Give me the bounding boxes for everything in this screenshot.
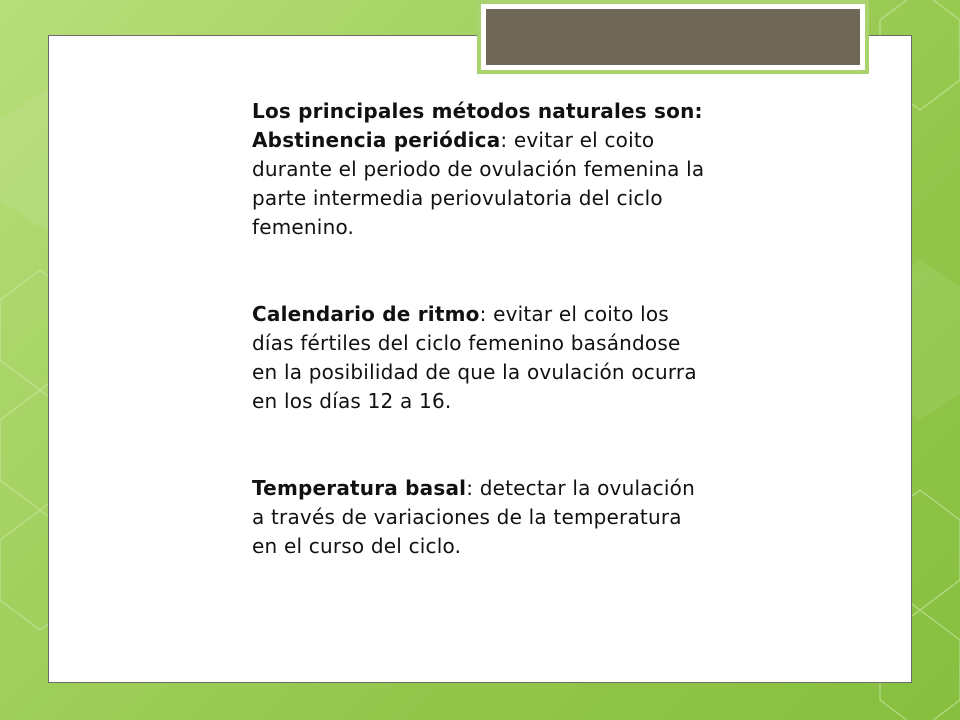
- slide-heading: Los principales métodos naturales son:: [252, 99, 703, 123]
- method-paragraph-calendario: [252, 300, 712, 416]
- method-separator: :: [479, 302, 494, 326]
- method-term: Calendario de ritmo: [252, 302, 480, 326]
- method-term: Temperatura basal: [252, 476, 467, 500]
- title-placeholder: [486, 9, 860, 65]
- method-description: evitar el coito durante el periodo de ovulación femenina la parte intermedia periovulatoria del ciclo femenino.: [252, 128, 705, 239]
- title-placeholder-border: [481, 4, 865, 70]
- title-placeholder-frame: [477, 0, 869, 74]
- method-separator: :: [500, 128, 514, 152]
- method-description: detectar la ovulación a través de variaciones de la temperatura en el curso del ciclo.: [252, 476, 695, 558]
- method-description: evitar el coito los días fértiles del ciclo femenino basándose en la posibilidad de que la ovulación ocurra en los días 12 a 16.: [252, 302, 697, 413]
- method-separator: :: [466, 476, 480, 500]
- slide-body-text: [252, 97, 712, 561]
- method-paragraph-temperatura: [252, 474, 712, 561]
- method-term: Abstinencia periódica: [252, 128, 501, 152]
- method-paragraph-abstinencia: [252, 97, 712, 242]
